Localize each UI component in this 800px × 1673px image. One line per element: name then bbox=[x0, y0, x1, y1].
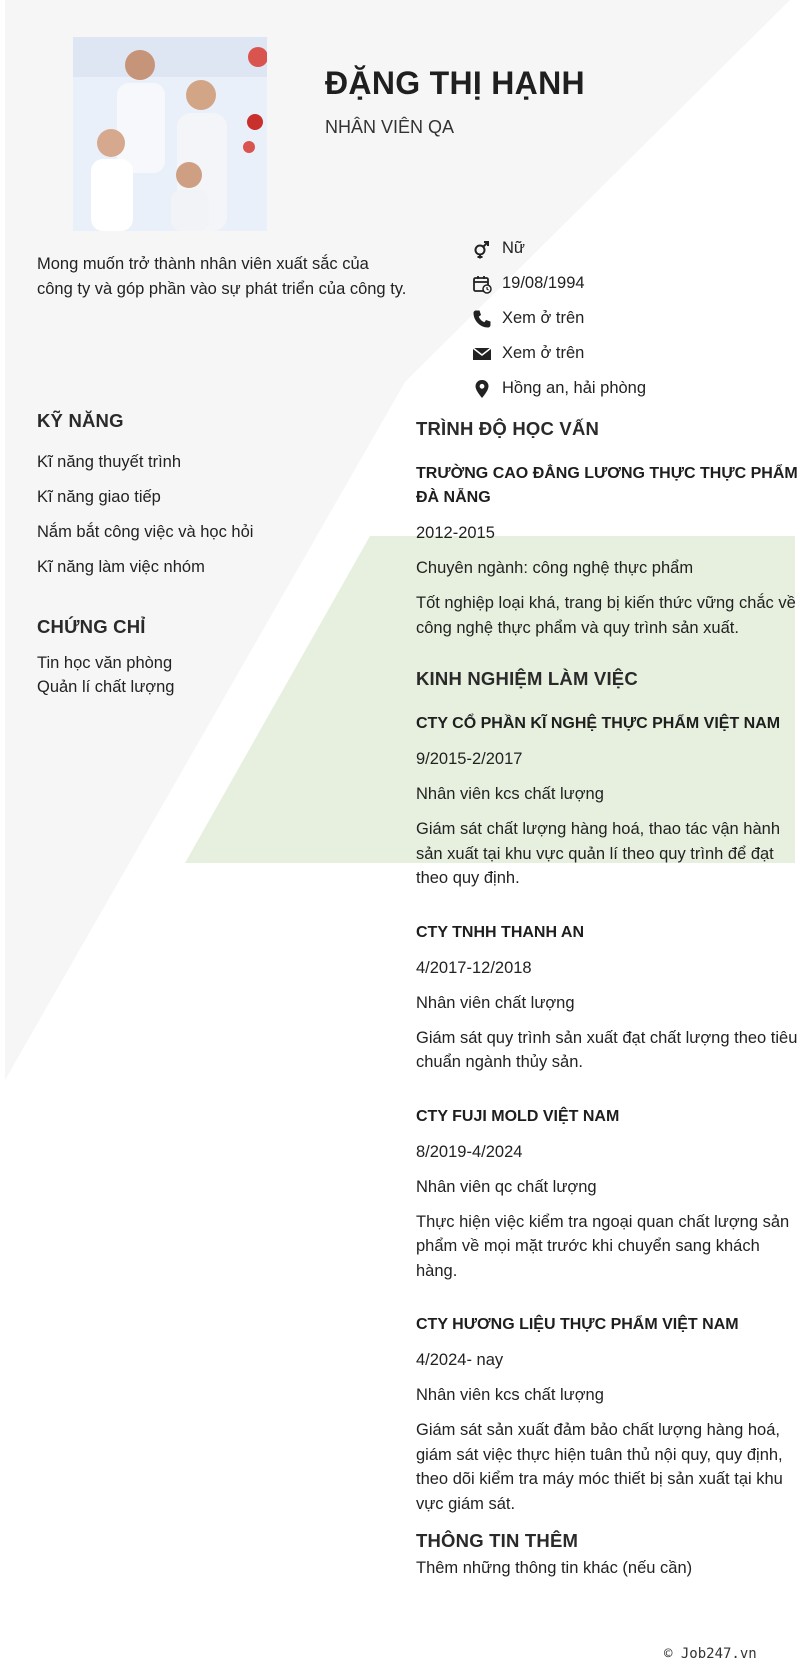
company-name: CTY TNHH THANH AN bbox=[416, 923, 584, 941]
job-description: Giám sát quy trình sản xuất đạt chất lượng theo tiêu chuẩn ngành thủy sản. bbox=[416, 1028, 798, 1071]
job-description: Giám sát sản xuất đảm bảo chất lượng hàng hoá, giám sát việc thực hiện tuân thủ nội quy, quy định, theo dõi kiểm tra máy móc thiết bị sản xuất tại khu vực giám sát. bbox=[416, 1421, 783, 1513]
experience-entry bbox=[416, 921, 800, 1075]
phone-icon bbox=[472, 308, 502, 330]
job-period: 8/2019-4/2024 bbox=[416, 1142, 523, 1161]
experience-entry bbox=[416, 1105, 800, 1284]
career-objective: Mong muốn trở thành nhân viên xuất sắc của công ty và góp phần vào sự phát triển của công ty. bbox=[37, 255, 407, 298]
job-role: Nhân viên kcs chất lượng bbox=[416, 785, 604, 803]
education-period: 2012-2015 bbox=[416, 524, 495, 542]
candidate-position: NHÂN VIÊN QA bbox=[325, 117, 455, 137]
gender-icon bbox=[472, 238, 502, 260]
contact-birthdate-value: 19/08/1994 bbox=[502, 274, 585, 292]
calendar-icon bbox=[472, 273, 502, 295]
education-entry bbox=[416, 462, 800, 640]
education-major: Chuyên ngành: công nghệ thực phẩm bbox=[416, 559, 694, 577]
skill-item: Nắm bắt công việc và học hỏi bbox=[37, 523, 254, 541]
certificate-item: Quản lí chất lượng bbox=[37, 678, 175, 696]
contact-gender-value: Nữ bbox=[502, 239, 525, 257]
footer-watermark: © Job247.vn bbox=[664, 1646, 757, 1662]
skill-item: Kĩ năng làm việc nhóm bbox=[37, 558, 205, 576]
skills-list bbox=[37, 450, 367, 590]
email-icon bbox=[472, 343, 502, 365]
job-description: Thực hiện việc kiểm tra ngoại quan chất lượng sản phẩm về mọi mặt trước khi chuyển sang khách hàng. bbox=[416, 1212, 790, 1280]
contact-phone-value: Xem ở trên bbox=[502, 309, 585, 327]
company-name: CTY HƯƠNG LIỆU THỰC PHẨM VIỆT NAM bbox=[416, 1316, 739, 1333]
contact-birthdate bbox=[472, 266, 772, 301]
job-role: Nhân viên chất lượng bbox=[416, 993, 575, 1012]
profile-photo bbox=[73, 37, 267, 231]
job-period: 4/2017-12/2018 bbox=[416, 958, 532, 977]
additional-info-heading: THÔNG TIN THÊM bbox=[416, 1530, 579, 1551]
contact-address-value: Hồng an, hải phòng bbox=[502, 379, 647, 397]
job-period: 4/2024- nay bbox=[416, 1351, 504, 1369]
experience-heading: KINH NGHIỆM LÀM VIỆC bbox=[416, 668, 638, 689]
skills-heading: KỸ NĂNG bbox=[37, 410, 124, 431]
education-heading: TRÌNH ĐỘ HỌC VẤN bbox=[416, 418, 600, 439]
location-pin-icon bbox=[472, 378, 502, 400]
certificate-item: Tin học văn phòng bbox=[37, 654, 173, 672]
company-name: CTY FUJI MOLD VIỆT NAM bbox=[416, 1107, 620, 1125]
contact-address bbox=[472, 371, 772, 406]
contact-info bbox=[472, 231, 772, 406]
school-name: TRƯỜNG CAO ĐẲNG LƯƠNG THỰC THỰC PHẨM ĐÀ NẴNG bbox=[416, 465, 798, 506]
contact-gender bbox=[472, 231, 772, 266]
education-description: Tốt nghiệp loại khá, trang bị kiến thức vững chắc về công nghệ thực phẩm và quy trình sản xuất. bbox=[416, 594, 796, 637]
contact-email bbox=[472, 336, 772, 371]
skill-item: Kĩ năng thuyết trình bbox=[37, 453, 182, 471]
experience-entry bbox=[416, 1313, 800, 1516]
company-name: CTY CỔ PHẦN KĨ NGHỆ THỰC PHẨM VIỆT NAM bbox=[416, 715, 781, 732]
skill-item: Kĩ năng giao tiếp bbox=[37, 488, 161, 506]
certificates-heading: CHỨNG CHỈ bbox=[37, 616, 146, 637]
candidate-name: ĐẶNG THỊ HẠNH bbox=[325, 65, 585, 101]
job-description: Giám sát chất lượng hàng hoá, thao tác vận hành sản xuất tại khu vực quản lí theo quy trình để đạt theo quy định. bbox=[416, 820, 781, 887]
experience-entry bbox=[416, 712, 800, 891]
right-column bbox=[416, 418, 800, 1580]
job-role: Nhân viên kcs chất lượng bbox=[416, 1386, 604, 1404]
job-period: 9/2015-2/2017 bbox=[416, 750, 523, 768]
certificates-list bbox=[37, 651, 367, 699]
contact-email-value: Xem ở trên bbox=[502, 344, 585, 362]
job-role: Nhân viên qc chất lượng bbox=[416, 1177, 597, 1196]
additional-info-text: Thêm những thông tin khác (nếu cần) bbox=[416, 1559, 693, 1577]
contact-phone bbox=[472, 301, 772, 336]
